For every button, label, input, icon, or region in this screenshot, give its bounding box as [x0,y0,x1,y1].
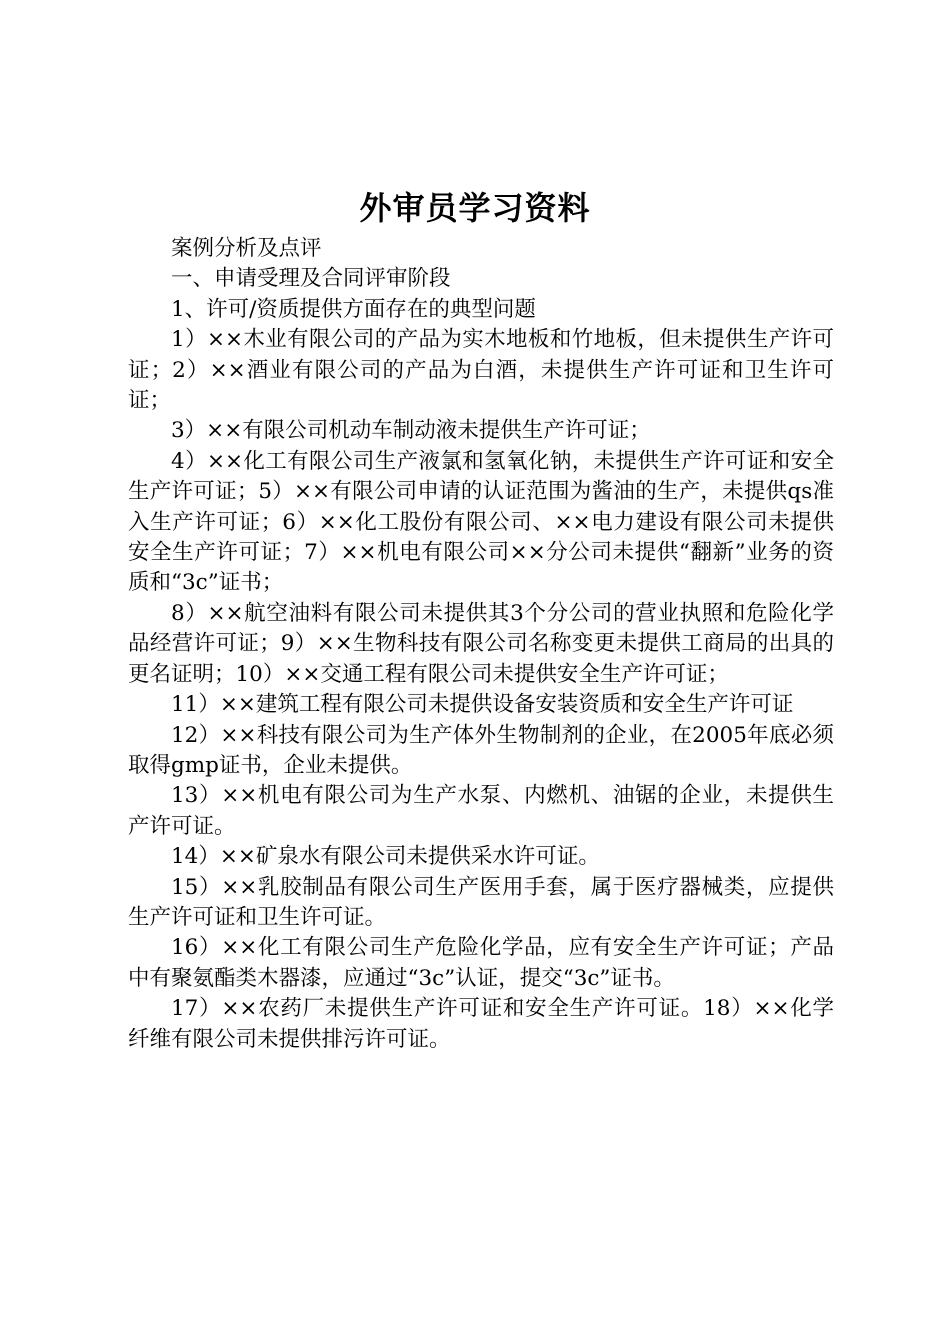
paragraph: 11）××建筑工程有限公司未提供设备安装资质和安全生产许可证 [171,692,794,718]
paragraph: 一、申请受理及合同评审阶段 [171,266,451,292]
paragraph: 17）××农药厂未提供生产许可证和安全生产许可证。18）××化学纤维有限公司未提供排污许可证。 [128,996,834,1052]
paragraph: 4）××化工有限公司生产液氯和氢氧化钠，未提供生产许可证和安全生产许可证；5）××有限公司申请的认证范围为酱油的生产，未提供qs准入生产许可证；6）××化工股份有限公司、××电力建设有限公司未提供安全生产许可证；7）××机电有限公司××分公司未提供“翻新”业务的资质和“3c”证书； [128,448,834,596]
paragraph: 1）××木业有限公司的产品为实木地板和竹地板，但未提供生产许可证；2）××酒业有限公司的产品为白酒，未提供生产许可证和卫生许可证； [128,327,834,414]
paragraph: 12）××科技有限公司为生产体外生物制剂的企业，在2005年底必须取得gmp证书，企业未提供。 [128,722,834,778]
paragraph: 8）××航空油料有限公司未提供其3个分公司的营业执照和危险化学品经营许可证；9）××生物科技有限公司名称变更未提供工商局的出具的更名证明；10）××交通工程有限公司未提供安全生产许可证； [128,600,834,687]
document-title: 外审员学习资料 [359,189,591,227]
paragraph: 16）××化工有限公司生产危险化学品，应有安全生产许可证；产品中有聚氨酯类木器漆，应通过“3c”认证，提交“3c”证书。 [128,935,834,991]
paragraph: 1、许可/资质提供方面存在的典型问题 [171,296,536,322]
paragraph: 14）××矿泉水有限公司未提供采水许可证。 [171,844,600,870]
paragraph: 案例分析及点评 [171,236,322,261]
paragraph: 3）××有限公司机动车制动液未提供生产许可证； [171,418,651,444]
paragraph: 15）××乳胶制品有限公司生产医用手套，属于医疗器械类，应提供生产许可证和卫生许可证。 [128,874,834,930]
document-body [128,234,834,1055]
paragraph: 13）××机电有限公司为生产水泵、内燃机、油锯的企业，未提供生产许可证。 [128,783,834,839]
